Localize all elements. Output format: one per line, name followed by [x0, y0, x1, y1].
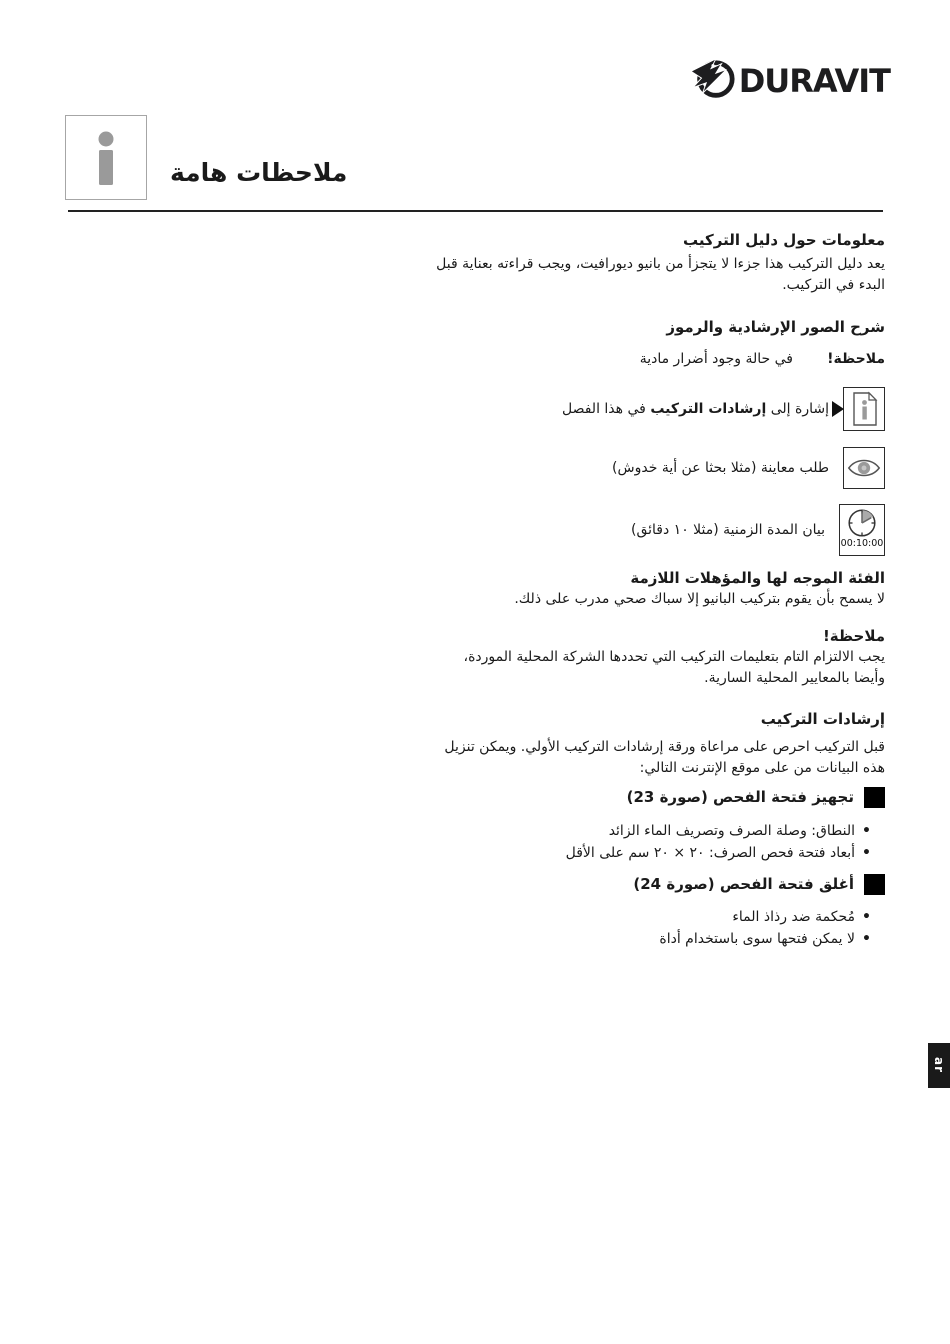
list-item: • النطاق: وصلة الصرف وتصريف الماء الزائد — [416, 820, 871, 842]
note-row — [430, 349, 885, 370]
section-note-title: ملاحظة! — [822, 627, 885, 645]
section-target-title: الفئة الموجه لها والمؤهلات اللازمة — [630, 569, 885, 587]
note-label: ملاحظة! — [827, 351, 885, 367]
duravit-bird-icon — [689, 56, 737, 106]
section-about-body: يعد دليل التركيب هذا جزءا لا يتجزأ من بانيو ديورافيت، ويجب قراءته بعناية قبل البدء في التركيب. — [436, 256, 885, 293]
symbol-row-manual-reference — [430, 386, 885, 432]
step-prepare-opening — [430, 787, 885, 808]
eye-icon — [843, 447, 885, 489]
section-instructions-title: إرشادات التركيب — [760, 710, 885, 728]
duravit-logo — [689, 56, 890, 106]
black-square-icon — [864, 787, 885, 808]
info-i-icon — [65, 115, 147, 200]
header-rule — [68, 210, 883, 212]
section-note-body: يجب الالتزام التام بتعليمات التركيب التي تحددها الشركة المحلية الموردة، وأيضا بالمعايير المحلية السارية. — [463, 649, 885, 686]
symbol-row-manual-text: إشارة إلى إرشادات التركيب في هذا الفصل — [561, 400, 829, 417]
symbol-row-inspection-text: طلب معاينة (مثلا بحثا عن أية خدوش) — [612, 459, 829, 476]
list-item: • مُحكمة ضد رذاذ الماء — [416, 906, 871, 928]
step-title: تجهيز فتحة الفحص (صورة 23) — [626, 788, 854, 806]
symbol-row-inspection — [430, 447, 885, 489]
logo-wordmark: DURAVIT — [738, 62, 890, 100]
section-instructions-body: قبل التركيب احرص على مراعاة ورقة إرشادات التركيب الأولي. ويمكن تنزيل هذه البيانات من على موقع الإنترنت التالي: — [444, 739, 885, 776]
symbol-row-duration-text: بيان المدة الزمنية (مثلا ١٠ دقائق) — [630, 521, 825, 538]
step-title: أغلق فتحة الفحص (صورة 24) — [633, 875, 854, 893]
language-tab-ar: ar — [928, 1043, 950, 1088]
symbol-row-duration — [430, 504, 885, 556]
arrow-right-icon — [832, 401, 844, 417]
list-item: • لا يمكن فتحها سوى باستخدام أداة — [416, 928, 871, 950]
timer-value: 00:10:00 — [840, 538, 884, 549]
black-square-icon — [864, 874, 885, 895]
note-desc: في حالة وجود أضرار مادية — [639, 351, 793, 367]
section-about-title: معلومات حول دليل التركيب — [683, 231, 885, 249]
manual-reference-icon — [843, 387, 885, 431]
page-title: ملاحظات هامة — [170, 158, 348, 187]
step-close-opening — [430, 874, 885, 895]
list-item: • أبعاد فتحة فحص الصرف: ٢٠ × ٢٠ سم على الأقل — [416, 842, 871, 864]
section-symbols-title: شرح الصور الإرشادية والرموز — [666, 318, 885, 336]
step-close-bullets — [416, 906, 885, 950]
timer-icon — [839, 504, 885, 556]
section-target-body: لا يسمح بأن يقوم بتركيب البانيو إلا سباك صحي مدرب على ذلك. — [514, 591, 885, 607]
step-prepare-bullets — [416, 820, 885, 864]
